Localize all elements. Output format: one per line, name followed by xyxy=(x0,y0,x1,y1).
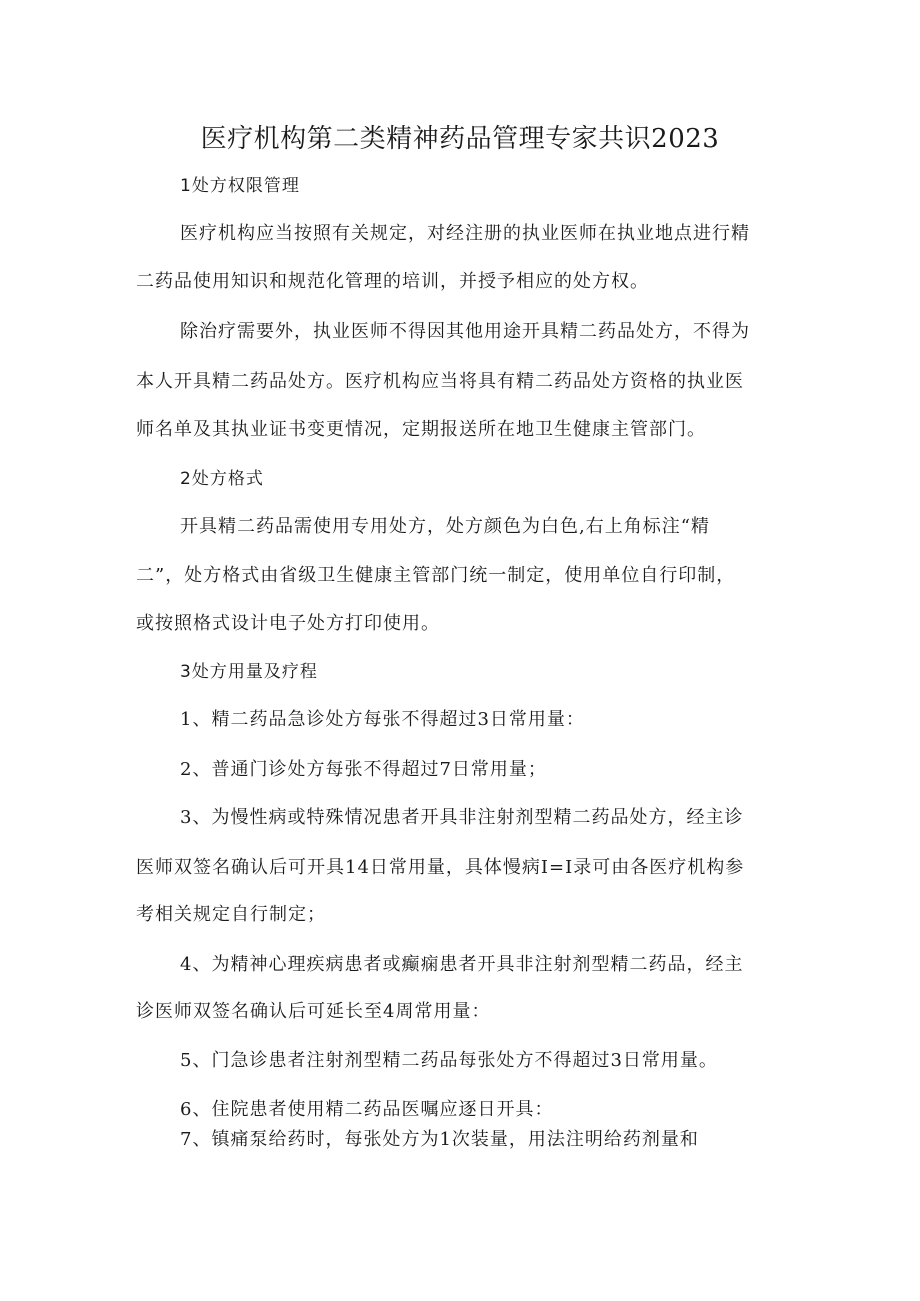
paragraph-line: 师名单及其执业证书变更情况，定期报送所在地卫生健康主管部门。 xyxy=(136,419,706,440)
paragraph-line: 本人开具精二药品处方。医疗机构应当将具有精二药品处方资格的执业医 xyxy=(136,371,744,392)
list-item: 3、为慢性病或特殊情况患者开具非注射剂型精二药品处方，经主诊 xyxy=(180,807,744,828)
list-item: 7、镇痛泵给药时，每张处方为1次装量，用法注明给药剂量和 xyxy=(180,1129,699,1150)
list-item: 2、普通门诊处方每张不得超过7日常用量； xyxy=(180,759,547,780)
section-heading-prescription-authority: 1处方权限管理 xyxy=(180,176,300,196)
list-item: 1、精二药品急诊处方每张不得超过3日常用量： xyxy=(180,709,585,730)
section-heading-dosage-course: 3处方用量及疗程 xyxy=(180,662,318,682)
list-item: 5、门急诊患者注射剂型精二药品每张处方不得超过3日常用量。 xyxy=(180,1050,718,1071)
section-heading-prescription-format: 2处方格式 xyxy=(180,469,264,489)
paragraph-line: 除治疗需要外，执业医师不得因其他用途开具精二药品处方，不得为 xyxy=(180,321,750,342)
document-title: 医疗机构第二类精神药品管理专家共识2023 xyxy=(200,124,720,154)
paragraph-line: 医疗机构应当按照有关规定，对经注册的执业医师在执业地点进行精 xyxy=(180,223,750,244)
paragraph-line: 开具精二药品需使用专用处方，处方颜色为白色,右上角标注“精 xyxy=(180,516,710,537)
paragraph-line: 二药品使用知识和规范化管理的培训，并授予相应的处方权。 xyxy=(136,271,649,292)
list-item-continuation: 诊医师双签名确认后可延长至4周常用量： xyxy=(136,1001,491,1022)
paragraph-line: 或按照格式设计电子处方打印使用。 xyxy=(136,613,440,634)
list-item-continuation: 考相关规定自行制定； xyxy=(136,904,326,925)
paragraph-line: 二”，处方格式由省级卫生健康主管部门统一制定，使用单位自行印制， xyxy=(136,565,736,586)
list-item: 6、住院患者使用精二药品医嘱应逐日开具： xyxy=(180,1099,554,1120)
list-item-continuation: 医师双签名确认后可开具14日常用量，具体慢病I=I录可由各医疗机构参 xyxy=(136,857,745,878)
list-item: 4、为精神心理疾病患者或癫痫患者开具非注射剂型精二药品，经主 xyxy=(180,954,744,975)
